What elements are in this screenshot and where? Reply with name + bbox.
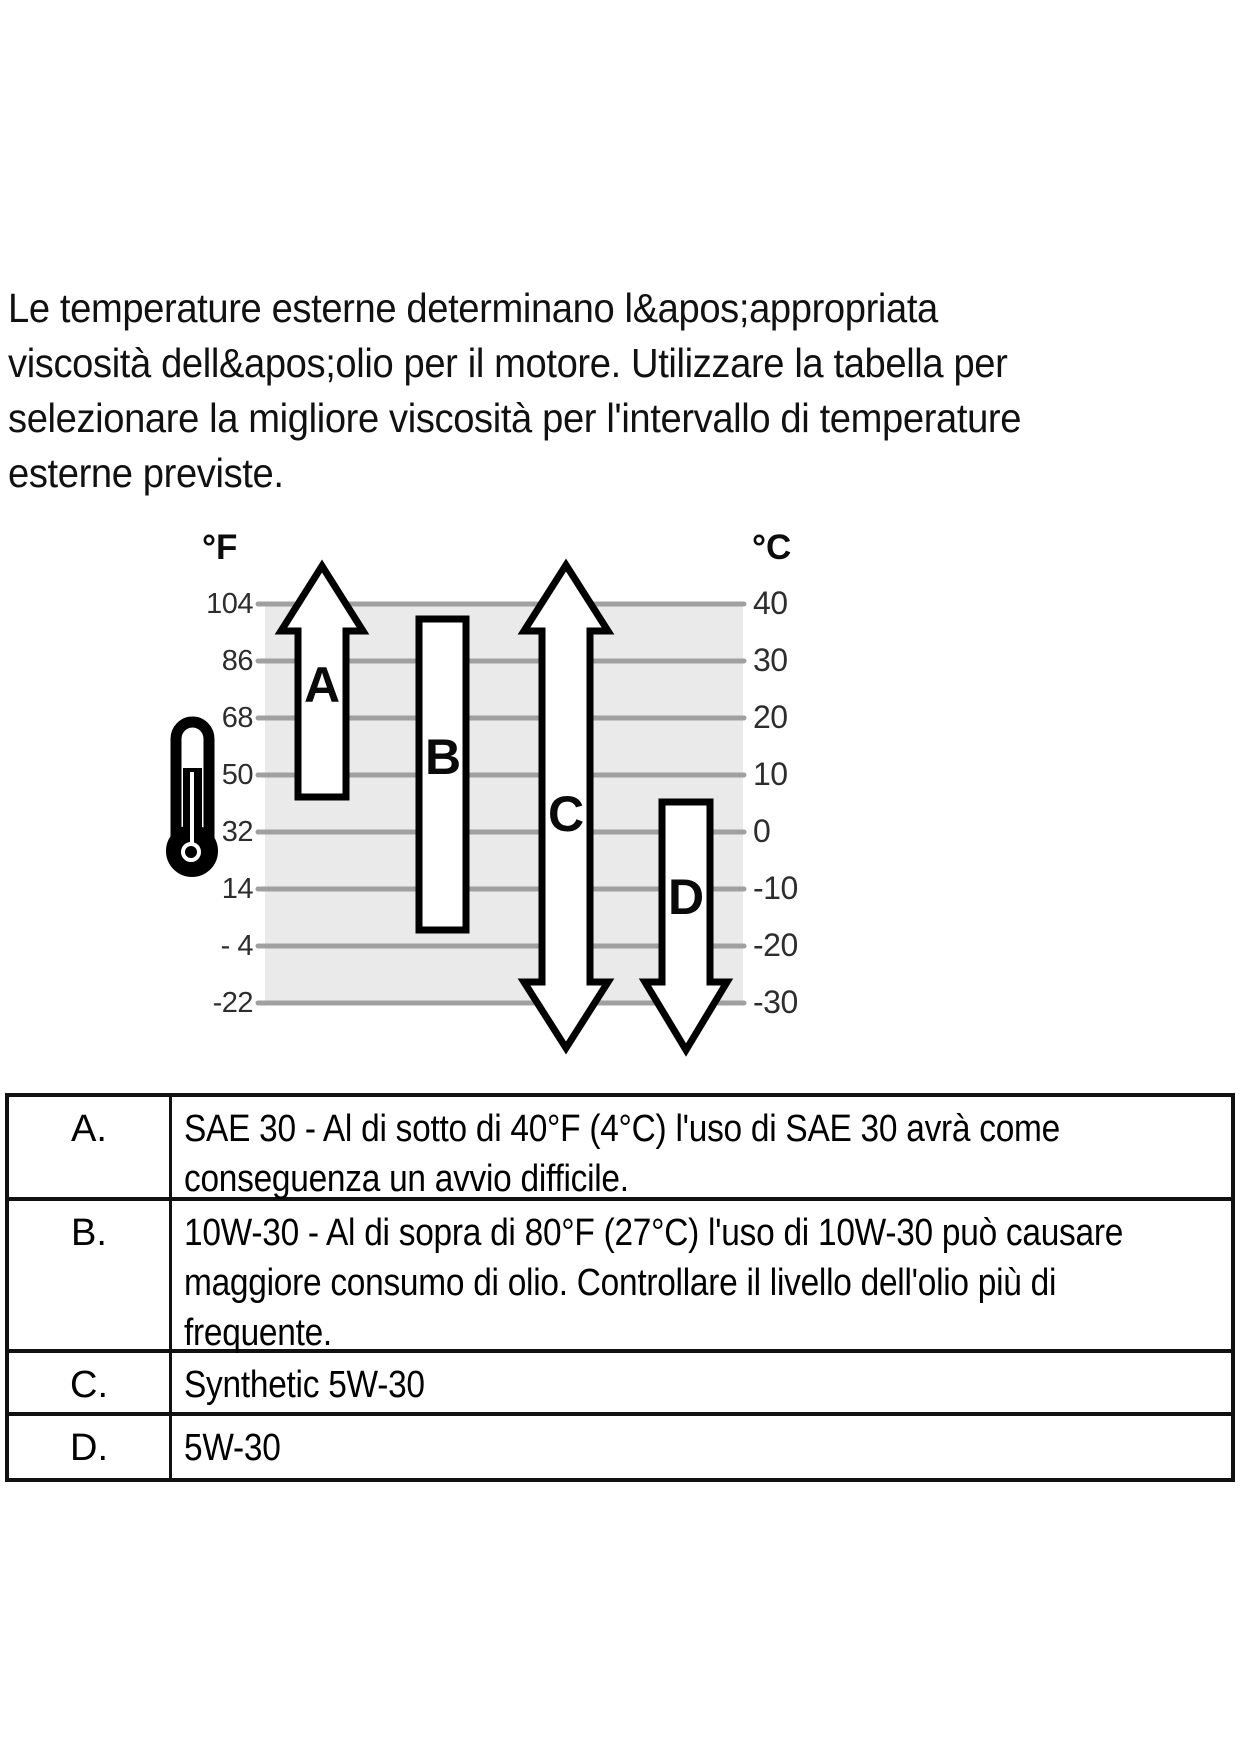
thermometer-icon [171,722,213,872]
table-row-a [9,1097,1231,1201]
intro-line-3: selezionare la migliore viscosità per l'intervallo di temperature [8,395,1022,441]
c-tick-10: 10 [753,756,788,792]
c-tick-neg20: -20 [753,927,798,963]
row-key: A. [9,1097,172,1197]
row-description: 10W-30 - Al di sopra di 80°F (27°C) l'uso di 10W-30 può causare maggiore consumo di olio. Controllare il livello dell'olio più di frequente. [184,1212,1124,1354]
row-description: SAE 30 - Al di sotto di 40°F (4°C) l'uso di SAE 30 avrà come conseguenza un avvio difficile. [184,1108,1060,1200]
table-row-b [9,1201,1231,1353]
f-tick-86: 86 [221,645,253,677]
f-tick-neg4: - 4 [220,930,253,962]
f-tick-104: 104 [206,588,253,620]
table-row-d [9,1416,1231,1478]
intro-line-1: Le temperature esterne determinano l&apos;appropriata [8,285,938,331]
intro-line-2: viscosità dell&apos;olio per il motore. Utilizzare la tabella per [8,340,1008,386]
intro-line-4: esterne previste. [8,450,284,496]
f-tick-68: 68 [221,702,253,734]
c-tick-0: 0 [753,813,771,849]
row-description: Synthetic 5W-30 [184,1364,425,1406]
c-tick-40: 40 [753,585,788,621]
table-row-c [9,1353,1231,1416]
c-tick-neg10: -10 [753,870,798,906]
c-tick-20: 20 [753,699,788,735]
row-key: B. [9,1201,172,1349]
row-description: 5W-30 [184,1427,281,1469]
c-tick-neg30: -30 [753,984,798,1020]
celsius-axis-title: °C [752,528,792,567]
oil-legend-table [5,1093,1235,1482]
f-tick-32: 32 [221,816,253,848]
bar-label-d: D [667,869,705,925]
bar-label-a: A [303,657,341,713]
f-tick-neg22: -22 [212,987,253,1019]
row-key: D. [9,1416,172,1478]
f-tick-50: 50 [221,759,253,791]
f-tick-14: 14 [221,873,253,905]
c-tick-30: 30 [753,642,788,678]
fahrenheit-axis-title: °F [202,528,238,567]
bar-label-b: B [424,729,462,785]
bar-label-c: C [547,786,585,842]
row-key: C. [9,1353,172,1412]
